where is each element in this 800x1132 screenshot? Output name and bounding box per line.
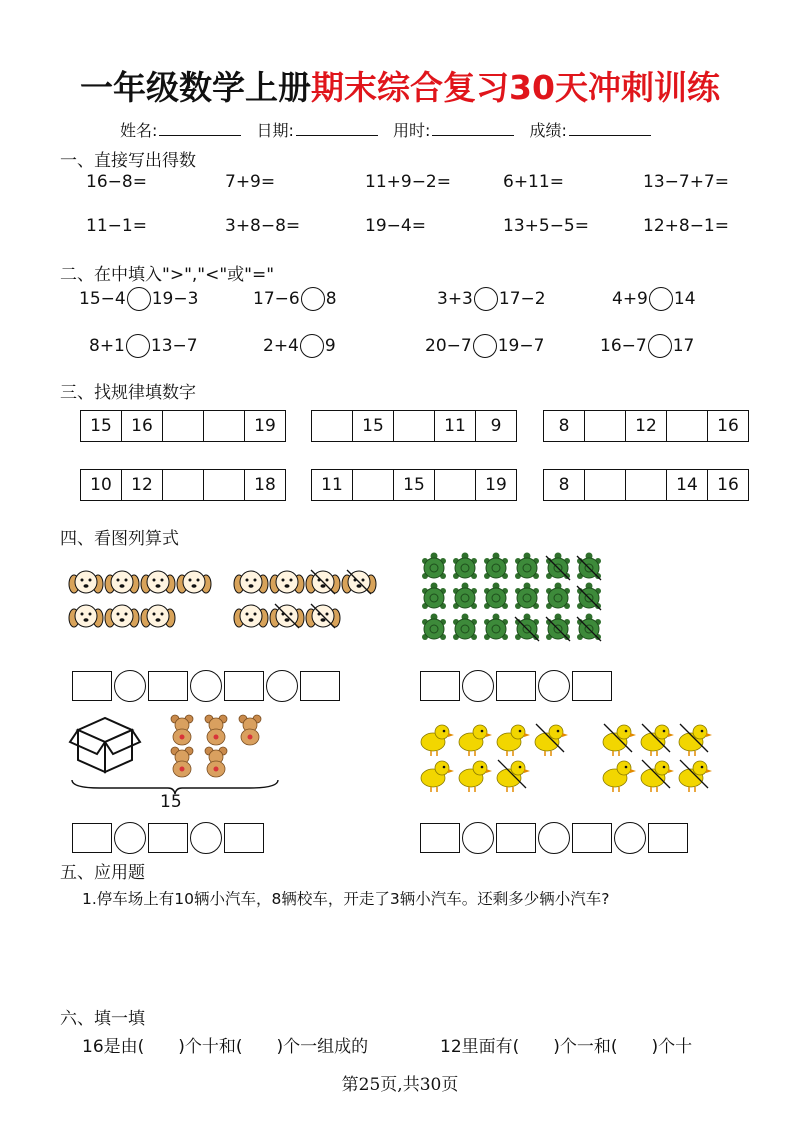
score-label: 成绩: — [529, 121, 567, 140]
turtle-icon — [577, 614, 601, 642]
operator-circle[interactable] — [614, 822, 646, 854]
sequence-row — [311, 469, 517, 501]
answer-box[interactable] — [572, 823, 612, 853]
puppy-icon — [342, 570, 376, 594]
sequence-cell[interactable] — [163, 470, 204, 500]
answer-box[interactable] — [300, 671, 340, 701]
turtle-icon — [422, 614, 446, 641]
compare-item: 16−7 17 — [600, 336, 695, 356]
puppy-icon — [69, 605, 103, 627]
sequence-cell[interactable]: 11 — [312, 470, 353, 500]
sequence-cell[interactable]: 19 — [485, 475, 507, 495]
title-main: 一年级数学上册 — [80, 68, 312, 107]
operator-circle[interactable] — [538, 822, 570, 854]
equation: 13+5−5= — [503, 216, 589, 236]
bear-icon — [205, 747, 227, 777]
bear-icon — [171, 747, 193, 777]
turtle-icon — [484, 583, 508, 610]
puppy-icon — [141, 605, 175, 627]
answer-circle[interactable] — [300, 334, 324, 358]
equation: 6+11= — [503, 172, 564, 192]
answer-circle[interactable] — [474, 287, 498, 311]
turtle-icon — [484, 553, 508, 580]
puppy-icon — [105, 571, 139, 593]
answer-box[interactable] — [496, 671, 536, 701]
bear-icon — [205, 715, 227, 745]
sequence-cell[interactable] — [667, 411, 708, 441]
chick-icon — [459, 725, 492, 756]
sequence-cell[interactable]: 10 — [81, 470, 122, 500]
sequence-cell[interactable]: 18 — [254, 475, 276, 495]
answer-box[interactable] — [72, 671, 112, 701]
sequence-cell[interactable] — [626, 470, 667, 500]
equation: 19−4= — [365, 216, 426, 236]
section4-title: 四、看图列算式 — [60, 529, 179, 549]
equation-boxes — [420, 670, 612, 702]
answer-circle[interactable] — [301, 287, 325, 311]
turtle-icon — [422, 583, 446, 610]
sequence-cell[interactable] — [204, 411, 245, 441]
puppy-icon — [69, 571, 103, 593]
sequence-row — [543, 469, 749, 501]
sequence-cell[interactable]: 16 — [122, 411, 163, 441]
puppy-icon — [105, 605, 139, 627]
operator-circle[interactable] — [538, 670, 570, 702]
chick-icon — [679, 724, 712, 756]
turtle-icon — [484, 614, 508, 641]
page-title — [0, 62, 800, 109]
name-blank[interactable] — [159, 121, 241, 136]
section5-title: 五、应用题 — [60, 863, 145, 883]
title-highlight: 期末综合复习30天冲刺训练 — [311, 68, 720, 107]
equation: 3+8−8= — [225, 216, 301, 236]
fill-question: 16是由( )个十和( )个一组成的 — [82, 1037, 369, 1057]
turtle-icon — [546, 553, 570, 581]
equation: 11+9−2= — [365, 172, 451, 192]
sequence-cell[interactable]: 8 — [544, 470, 585, 500]
chick-icon — [497, 725, 530, 756]
time-label: 用时: — [393, 121, 431, 140]
compare-item: 2+4 9 — [263, 336, 336, 356]
answer-box[interactable] — [496, 823, 536, 853]
sequence-cell[interactable]: 12 — [122, 470, 163, 500]
chick-picture — [415, 718, 725, 798]
sequence-cell[interactable] — [163, 411, 204, 441]
score-blank[interactable] — [569, 121, 651, 136]
equation: 12+8−1= — [643, 216, 729, 236]
sequence-cell[interactable] — [353, 470, 394, 500]
compare-item: 15−4 19−3 — [79, 289, 199, 309]
bear-picture — [168, 714, 278, 784]
compare-item: 4+9 14 — [612, 289, 696, 309]
sequence-row — [80, 469, 286, 501]
operator-circle[interactable] — [462, 822, 494, 854]
sequence-cell[interactable] — [394, 411, 435, 441]
operator-circle[interactable] — [462, 670, 494, 702]
equation-boxes — [72, 670, 340, 702]
turtle-icon — [453, 553, 477, 580]
sequence-row — [80, 410, 286, 442]
name-label: 姓名: — [120, 121, 158, 140]
answer-box[interactable] — [148, 671, 188, 701]
sequence-cell[interactable] — [585, 411, 626, 441]
sequence-cell[interactable]: 8 — [544, 411, 585, 441]
sequence-cell[interactable]: 19 — [254, 416, 276, 436]
puppy-icon — [234, 571, 268, 593]
answer-box[interactable] — [224, 671, 264, 701]
page-number: 第25页,共30页 — [341, 1075, 459, 1095]
sequence-cell[interactable]: 9 — [490, 416, 502, 436]
turtle-icon — [515, 583, 539, 610]
answer-box[interactable] — [148, 823, 188, 853]
sequence-cell[interactable]: 15 — [394, 470, 435, 500]
chick-icon — [603, 761, 636, 792]
sequence-row — [543, 410, 749, 442]
turtle-icon — [546, 583, 570, 610]
sequence-cell[interactable]: 16 — [717, 416, 739, 436]
equation-boxes — [420, 822, 688, 854]
compare-item: 8+1 13−7 — [89, 336, 198, 356]
sequence-cell[interactable] — [435, 470, 476, 500]
compare-item: 17−6 8 — [253, 289, 337, 309]
chick-icon — [641, 724, 674, 756]
section3-title: 三、找规律填数字 — [60, 383, 196, 403]
operator-circle[interactable] — [114, 670, 146, 702]
chick-icon — [459, 761, 492, 792]
puppy-icon — [177, 571, 211, 593]
brace-label: 15 — [160, 792, 182, 812]
operator-circle[interactable] — [190, 822, 222, 854]
answer-box[interactable] — [572, 671, 612, 701]
answer-box[interactable] — [420, 823, 460, 853]
equation-boxes — [72, 822, 264, 854]
answer-box[interactable] — [648, 823, 688, 853]
turtle-icon — [577, 553, 601, 581]
answer-circle[interactable] — [473, 334, 497, 358]
turtle-icon — [422, 553, 446, 580]
chick-icon — [641, 760, 674, 792]
chick-icon — [679, 760, 712, 792]
equation: 13−7+7= — [643, 172, 729, 192]
fill-question: 12里面有( )个一和( )个十 — [440, 1037, 693, 1057]
answer-circle[interactable] — [127, 287, 151, 311]
sequence-cell[interactable] — [312, 411, 353, 441]
sequence-cell[interactable] — [204, 470, 245, 500]
answer-circle[interactable] — [649, 287, 673, 311]
chick-icon — [603, 724, 636, 756]
bear-icon — [239, 715, 261, 745]
answer-circle[interactable] — [126, 334, 150, 358]
date-blank[interactable] — [296, 121, 378, 136]
turtle-icon — [453, 583, 477, 610]
puppy-icon — [306, 604, 340, 628]
equation: 7+9= — [225, 172, 276, 192]
equation: 11−1= — [86, 216, 147, 236]
equation: 16−8= — [86, 172, 147, 192]
puppy-icon — [306, 570, 340, 594]
chick-icon — [421, 725, 454, 756]
answer-box[interactable] — [420, 671, 460, 701]
time-blank[interactable] — [432, 121, 514, 136]
sequence-row — [311, 410, 517, 442]
answer-box[interactable] — [224, 823, 264, 853]
word-problem: 1.停车场上有10辆小汽车，8辆校车，开走了3辆小汽车。还剩多少辆小汽车? — [82, 890, 610, 908]
date-label: 日期: — [256, 121, 294, 140]
sequence-cell[interactable]: 11 — [435, 411, 476, 441]
sequence-cell[interactable]: 12 — [626, 411, 667, 441]
gift-box-icon — [70, 712, 140, 772]
puppy-picture — [68, 568, 378, 638]
answer-box[interactable] — [72, 823, 112, 853]
turtle-icon — [453, 614, 477, 641]
puppy-icon — [141, 571, 175, 593]
puppy-icon — [270, 604, 304, 628]
operator-circle[interactable] — [266, 670, 298, 702]
section2-title: 二、在中填入">","<"或"=" — [60, 265, 275, 285]
section6-title: 六、填一填 — [60, 1009, 145, 1029]
puppy-icon — [234, 605, 268, 627]
section1-title: 一、直接写出得数 — [60, 151, 196, 171]
turtle-icon — [577, 583, 601, 611]
sequence-cell[interactable]: 14 — [667, 470, 708, 500]
sequence-cell[interactable] — [585, 470, 626, 500]
operator-circle[interactable] — [190, 670, 222, 702]
turtle-icon — [546, 614, 570, 642]
answer-circle[interactable] — [648, 334, 672, 358]
chick-icon — [421, 761, 454, 792]
sequence-cell[interactable]: 15 — [353, 411, 394, 441]
bear-icon — [171, 715, 193, 745]
puppy-icon — [270, 571, 304, 593]
operator-circle[interactable] — [114, 822, 146, 854]
compare-item: 3+3 17−2 — [437, 289, 546, 309]
turtle-icon — [515, 614, 539, 642]
sequence-cell[interactable]: 16 — [717, 475, 739, 495]
compare-item: 20−7 19−7 — [425, 336, 545, 356]
chick-icon — [535, 724, 568, 756]
turtle-icon — [515, 553, 539, 580]
sequence-cell[interactable]: 15 — [81, 411, 122, 441]
chick-icon — [497, 760, 530, 792]
student-info — [120, 118, 661, 141]
turtle-picture — [420, 550, 610, 650]
